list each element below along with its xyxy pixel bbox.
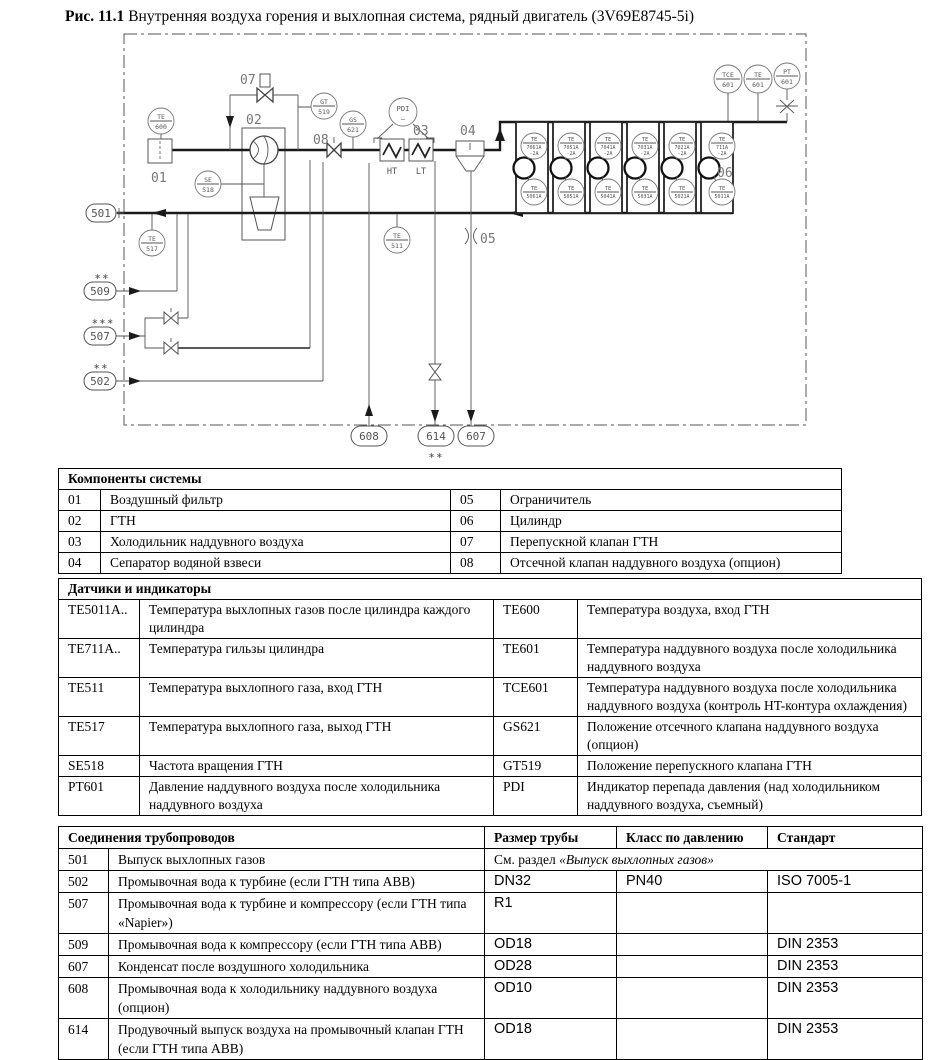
compressor-symbol [250, 136, 278, 164]
svg-text:601: 601 [752, 81, 764, 89]
svg-text:607: 607 [466, 430, 486, 443]
svg-text:-2A: -2A [717, 151, 727, 157]
table-row: TE5011A.. Температура выхлопных газов после цилиндра каждого цилиндра TE600 Температура воздуха, вход ГТН [59, 600, 922, 639]
sensors-table-title: Датчики и индикаторы [59, 579, 922, 600]
instrument-pt601 [774, 63, 800, 89]
table-row: 01 Воздушный фильтр 05 Ограничитель [59, 490, 842, 511]
table-row: 02 ГТН 06 Цилиндр [59, 511, 842, 532]
connection-507 [84, 317, 116, 345]
table-row: 509 Промывочная вода к компрессору (если ГТН типа ABB) OD18 DIN 2353 [59, 934, 923, 956]
svg-text:SE: SE [204, 176, 212, 184]
svg-text:∗∗: ∗∗ [94, 272, 110, 281]
svg-text:GT: GT [320, 98, 328, 106]
instrument-tce601 [714, 65, 742, 93]
svg-text:-2A: -2A [603, 151, 613, 157]
svg-text:∗∗: ∗∗ [93, 362, 109, 371]
connection-608 [351, 426, 387, 446]
svg-text:5011A: 5011A [714, 194, 730, 200]
svg-text:511: 511 [391, 242, 403, 250]
svg-text:TE: TE [567, 137, 575, 143]
shutoff-valve-icon [327, 143, 341, 157]
svg-text:5021A: 5021A [674, 194, 690, 200]
svg-text:519: 519 [318, 108, 330, 116]
table-row: TE711A.. Температура гильзы цилиндра TE601 Температура наддувного воздуха после холодильника наддувного воздуха [59, 639, 922, 678]
instrument-pdi [389, 98, 417, 126]
svg-text:TE: TE [718, 137, 726, 143]
svg-text:TE: TE [641, 186, 649, 192]
svg-text:509: 509 [90, 285, 110, 298]
cylinder-bank [514, 122, 736, 213]
svg-text:TE: TE [157, 113, 165, 121]
table-row: TE517 Температура выхлопного газа, выход ГТН GS621 Положение отсечного клапана наддувного воздуха (опцион) [59, 717, 922, 756]
connection-607 [458, 426, 494, 446]
air-filter-symbol [148, 134, 172, 163]
svg-text:7061A: 7061A [526, 145, 542, 151]
instrument-te517 [139, 230, 165, 256]
table-row: 03 Холодильник наддувного воздуха 07 Перепускной клапан ГТН [59, 532, 842, 553]
component-label-06: 06 [717, 166, 733, 181]
table-row: TE511 Температура выхлопного газа, вход ГТН TCE601 Температура наддувного воздуха после холодильника наддувного воздуха (контроль HT-контура охлаждения) [59, 678, 922, 717]
svg-text:5041A: 5041A [600, 194, 616, 200]
valve-icon [164, 342, 178, 354]
instrument-te601 [744, 65, 772, 93]
svg-text:621: 621 [347, 126, 359, 134]
cylinder-symbol [514, 158, 535, 179]
instrument-te511 [384, 227, 410, 253]
table-row: 607 Конденсат после воздушного холодильника OD28 DIN 2353 [59, 956, 923, 978]
table-row: 608 Промывочная вода к холодильнику наддувного воздуха (опцион) OD10 DIN 2353 [59, 978, 923, 1019]
table-row: 502 Промывочная вода к турбине (если ГТН типа ABB) DN32 PN40 ISO 7005-1 [59, 871, 923, 893]
components-table-title: Компоненты системы [59, 469, 842, 490]
svg-text:TCE: TCE [722, 71, 734, 79]
sensors-table [58, 578, 921, 816]
svg-text:614: 614 [426, 430, 446, 443]
bypass-valve-icon [257, 88, 273, 102]
wash-water-lines [116, 160, 323, 385]
component-label-02: 02 [246, 113, 262, 128]
svg-text:TE: TE [678, 186, 686, 192]
svg-text:601: 601 [722, 81, 734, 89]
svg-text:5031A: 5031A [637, 194, 653, 200]
cylinder-symbol [588, 158, 609, 179]
svg-text:517: 517 [146, 245, 158, 253]
table-header-row: Соединения трубопроводов Размер трубы Класс по давлению Стандарт [59, 827, 923, 849]
valve-icon [164, 312, 178, 324]
pid-diagram [0, 0, 944, 470]
table-row: SE518 Частота вращения ГТН GT519 Положение перепускного клапана ГТН [59, 756, 922, 777]
svg-text:TE: TE [604, 186, 612, 192]
figure-title: Внутренняя воздуха горения и выхлопная система, рядный двигатель (3V69E8745-5i) [124, 8, 694, 25]
svg-text:-2A: -2A [640, 151, 650, 157]
svg-text:5051A: 5051A [563, 194, 579, 200]
svg-text:608: 608 [359, 430, 379, 443]
svg-text:TE: TE [393, 232, 401, 240]
svg-text:-2A: -2A [677, 151, 687, 157]
table-row: 507 Промывочная вода к турбине и компрессору (если ГТН типа «Napier») R1 [59, 893, 923, 934]
connection-501 [86, 204, 124, 222]
component-label-08: 08 [313, 133, 329, 148]
valve-actuator-icon [260, 74, 270, 87]
svg-text:711A: 711A [715, 145, 729, 151]
svg-text:601: 601 [781, 78, 793, 86]
svg-text:7021A: 7021A [674, 145, 690, 151]
valve-icon [429, 364, 441, 380]
component-label-05: 05 [480, 232, 496, 247]
svg-text:PDI: PDI [396, 105, 410, 113]
svg-text:TE: TE [530, 186, 538, 192]
svg-text:501: 501 [91, 207, 111, 220]
connection-502 [84, 362, 116, 390]
cylinder-symbol [551, 158, 572, 179]
svg-text:TE: TE [678, 137, 686, 143]
instrument-gs621 [340, 111, 366, 137]
svg-text:∗∗∗: ∗∗∗ [91, 317, 115, 326]
instrument-gt519 [311, 93, 337, 119]
svg-text:5061A: 5061A [526, 194, 542, 200]
component-label-01: 01 [151, 171, 167, 186]
table-row: 04 Сепаратор водяной взвеси 08 Отсечной клапан наддувного воздуха (опцион) [59, 553, 842, 574]
components-table [58, 468, 841, 574]
connection-509 [84, 272, 116, 300]
svg-text:-2A: -2A [529, 151, 539, 157]
table-row: PT601 Давление наддувного воздуха после холодильника наддувного воздуха PDI Индикатор перепада давления (над холодильником наддувного воздуха, съемный) [59, 777, 922, 816]
svg-text:-2A: -2A [566, 151, 576, 157]
svg-text:TE: TE [641, 137, 649, 143]
svg-text:–: – [400, 115, 406, 123]
water-separator-symbol [456, 141, 484, 171]
svg-text:TE: TE [604, 137, 612, 143]
svg-text:7031A: 7031A [637, 145, 653, 151]
svg-text:7041A: 7041A [600, 145, 616, 151]
lt-label: LT [415, 167, 427, 177]
svg-text:TE: TE [567, 186, 575, 192]
svg-text:600: 600 [155, 123, 167, 131]
svg-text:∗∗: ∗∗ [428, 451, 444, 460]
component-label-07: 07 [240, 73, 256, 88]
connection-614 [418, 426, 454, 460]
ht-label: HT [386, 167, 398, 177]
svg-text:TE: TE [754, 71, 762, 79]
svg-text:502: 502 [90, 375, 110, 388]
svg-text:507: 507 [90, 330, 110, 343]
component-label-03: 03 [413, 124, 429, 139]
svg-text:PT: PT [783, 68, 791, 76]
cylinder-symbol [625, 158, 646, 179]
instrument-te600 [148, 108, 174, 134]
svg-text:TE: TE [148, 235, 156, 243]
figure-number: Рис. 11.1 [65, 8, 125, 25]
svg-text:518: 518 [202, 186, 214, 194]
vent-valve-icon [776, 100, 798, 113]
engine-boundary [124, 34, 806, 425]
cylinder-symbol [662, 158, 683, 179]
piping-table [58, 826, 922, 1060]
component-label-04: 04 [460, 124, 476, 139]
svg-text:TE: TE [530, 137, 538, 143]
svg-text:7051A: 7051A [563, 145, 579, 151]
table-row: 614 Продувочный выпуск воздуха на промывочный клапан ГТН (если ГТН типа ABB) OD18 DIN 2353 [59, 1019, 923, 1060]
svg-text:GS: GS [349, 116, 357, 124]
piping-table-title: Соединения трубопроводов [59, 827, 485, 849]
svg-text:TE: TE [718, 186, 726, 192]
drain-lines [365, 161, 477, 426]
table-row: 501 Выпуск выхлопных газов См. раздел «Выпуск выхлопных газов» [59, 849, 923, 871]
